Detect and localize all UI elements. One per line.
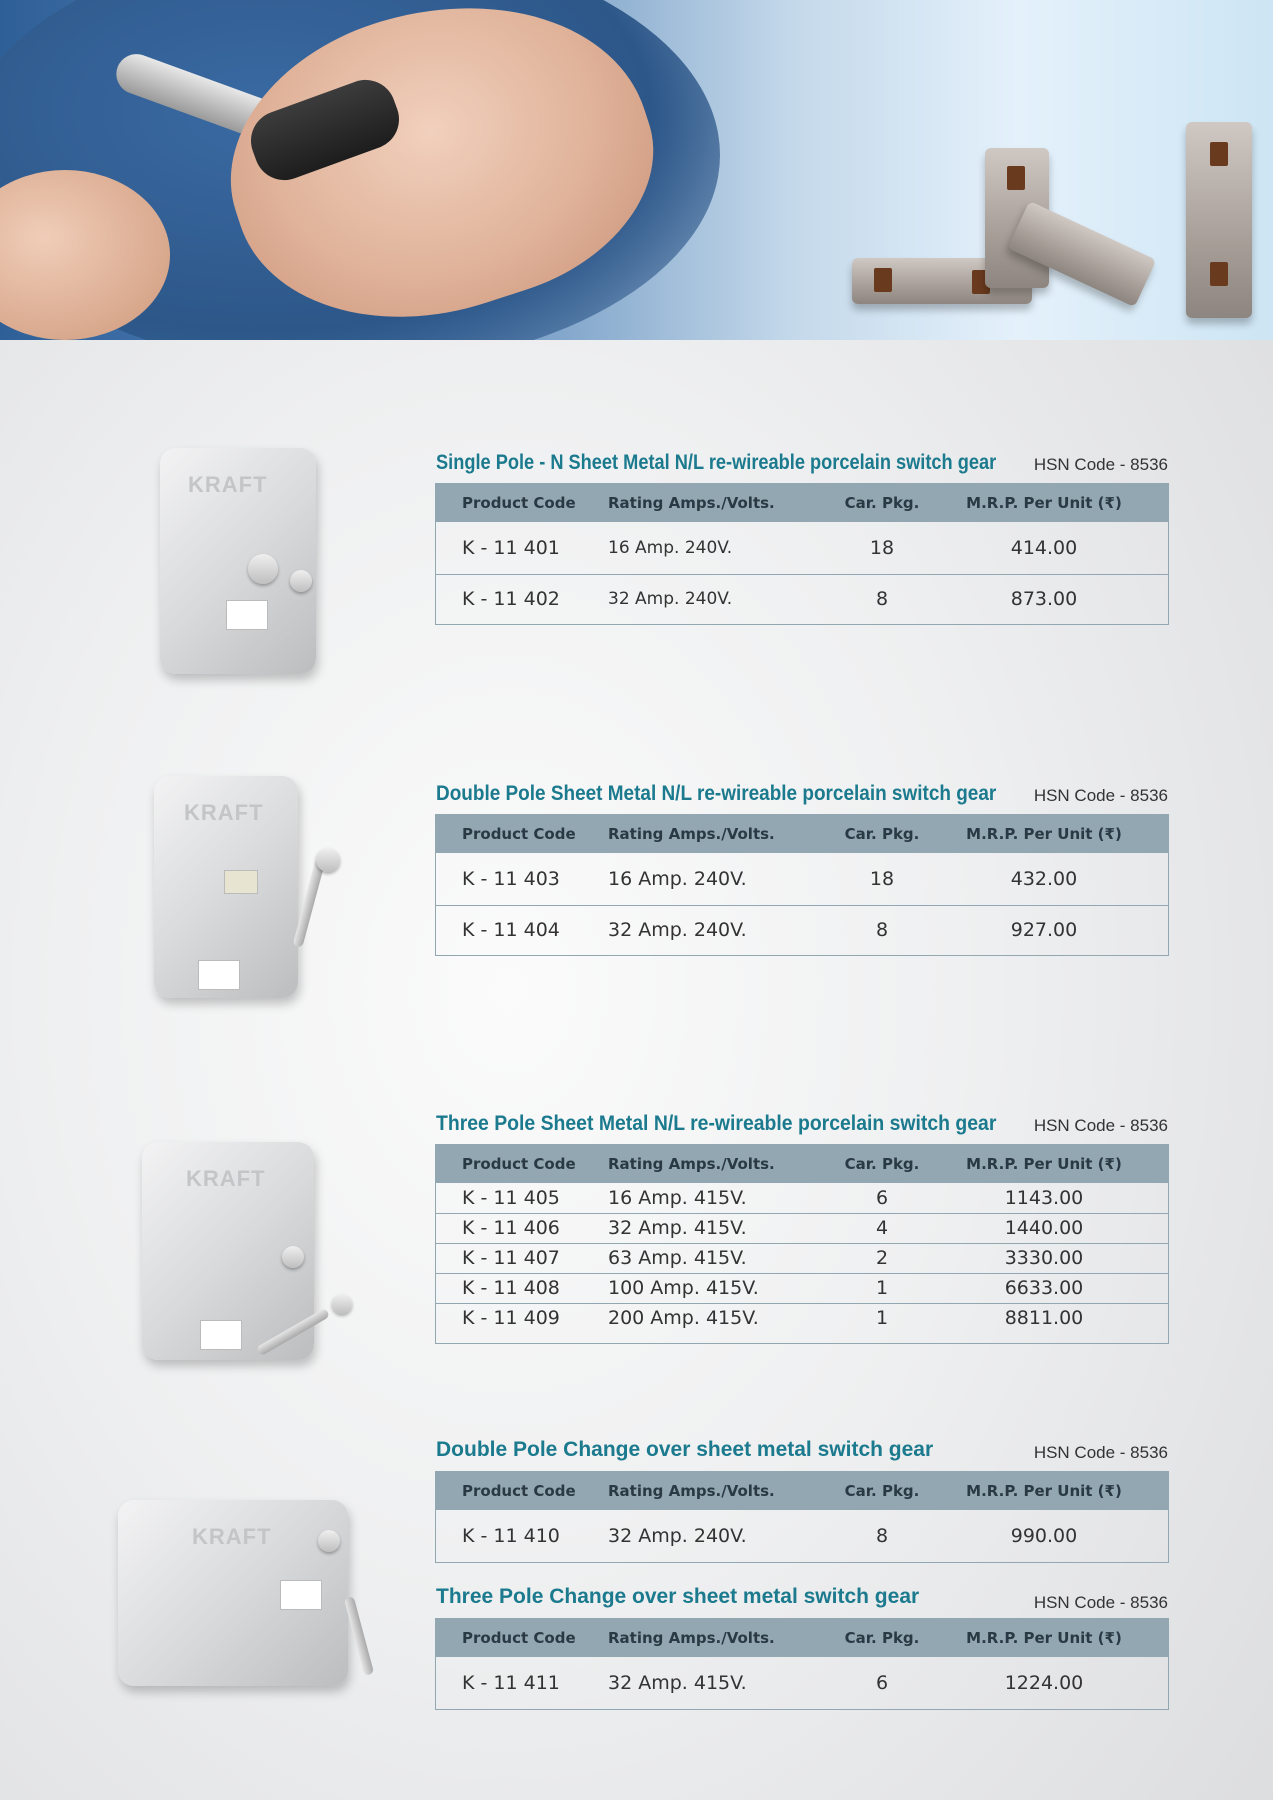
product-table-1 bbox=[436, 484, 1168, 624]
cell-code: K - 11 406 bbox=[436, 1213, 608, 1243]
operating-lever bbox=[344, 1596, 374, 1676]
shaft-knob bbox=[282, 1246, 304, 1268]
cell-mrp: 414.00 bbox=[1010, 536, 1078, 559]
cell-pkg: 2 bbox=[824, 1243, 960, 1273]
cell-code: K - 11 407 bbox=[436, 1243, 608, 1273]
cell-mrp: 6633.00 bbox=[960, 1273, 1168, 1303]
product-table-5 bbox=[436, 1619, 1168, 1709]
cell-code: K - 11 411 bbox=[462, 1672, 560, 1694]
product-title-5: Three Pole Change over sheet metal switch gear bbox=[436, 1585, 920, 1608]
brand-label bbox=[200, 1320, 242, 1350]
cell-code: K - 11 404 bbox=[436, 905, 608, 955]
header-car-pkg: Car. Pkg. bbox=[824, 1619, 960, 1657]
lever-knob bbox=[316, 848, 340, 872]
header-rating: Rating Amps./Volts. bbox=[608, 1145, 824, 1183]
cell-code: K - 11 410 bbox=[462, 1525, 560, 1547]
cell-rating: 63 Amp. 415V. bbox=[608, 1243, 824, 1273]
cell-code: K - 11 403 bbox=[462, 867, 560, 890]
header-mrp: M.R.P. Per Unit (₹) bbox=[960, 1619, 1168, 1657]
brand-embossing: KRAFT bbox=[186, 1166, 266, 1191]
product-title-2: Double Pole Sheet Metal N/L re-wireable porcelain switch gear bbox=[436, 782, 997, 805]
cell-rating: 32 Amp. 240V. bbox=[608, 1525, 747, 1547]
table-header-row bbox=[436, 484, 1168, 522]
cell-mrp: 8811.00 bbox=[960, 1303, 1168, 1343]
brand-label bbox=[226, 600, 268, 630]
cell-rating: 32 Amp. 415V. bbox=[608, 1672, 747, 1694]
table-header-row bbox=[436, 815, 1168, 853]
cell-pkg: 18 bbox=[869, 867, 895, 890]
operating-lever bbox=[256, 1308, 330, 1357]
header-mrp: M.R.P. Per Unit (₹) bbox=[960, 1472, 1168, 1510]
cell-mrp: 3330.00 bbox=[960, 1243, 1168, 1273]
product-photo-single-pole bbox=[160, 448, 316, 674]
table-row bbox=[436, 1183, 1168, 1213]
table-header-row bbox=[436, 1472, 1168, 1510]
hero-banner bbox=[0, 0, 1273, 340]
header-car-pkg: Car. Pkg. bbox=[824, 1472, 960, 1510]
table-row bbox=[436, 574, 1168, 624]
header-car-pkg: Car. Pkg. bbox=[824, 1145, 960, 1183]
header-rating: Rating Amps./Volts. bbox=[608, 1472, 824, 1510]
cell-mrp: 1224.00 bbox=[1004, 1672, 1084, 1694]
cell-pkg: 8 bbox=[824, 574, 960, 624]
header-product-code: Product Code bbox=[436, 1619, 608, 1657]
hsn-code-5: HSN Code - 8536 bbox=[1033, 1593, 1168, 1612]
operating-lever bbox=[293, 858, 326, 948]
hsn-code-2: HSN Code - 8536 bbox=[1033, 786, 1168, 805]
product-table-2 bbox=[436, 815, 1168, 955]
cell-rating: 32 Amp. 240V. bbox=[608, 574, 824, 624]
cell-pkg: 6 bbox=[875, 1672, 889, 1694]
cell-mrp: 432.00 bbox=[1010, 867, 1078, 890]
fuse-carrier-4 bbox=[1186, 122, 1252, 318]
cell-code: K - 11 409 bbox=[436, 1303, 608, 1343]
cell-code: K - 11 402 bbox=[436, 574, 608, 624]
cell-rating: 16 Amp. 240V. bbox=[608, 867, 747, 890]
cell-code: K - 11 408 bbox=[436, 1273, 608, 1303]
brand-embossing: KRAFT bbox=[192, 1524, 272, 1549]
table-header-row bbox=[436, 1145, 1168, 1183]
cell-code: K - 11 401 bbox=[462, 536, 560, 559]
product-photo-three-pole bbox=[142, 1142, 314, 1360]
header-mrp: M.R.P. Per Unit (₹) bbox=[960, 484, 1168, 522]
hsn-code-3: HSN Code - 8536 bbox=[1033, 1116, 1168, 1135]
header-rating: Rating Amps./Volts. bbox=[608, 1619, 824, 1657]
cell-pkg: 6 bbox=[875, 1186, 889, 1209]
brand-embossing: KRAFT bbox=[184, 800, 264, 825]
lever-knob bbox=[332, 1294, 352, 1314]
cell-mrp: 927.00 bbox=[960, 905, 1168, 955]
cell-rating: 16 Amp. 240V. bbox=[608, 537, 733, 558]
product-title-3: Three Pole Sheet Metal N/L re-wireable porcelain switch gear bbox=[436, 1112, 997, 1135]
product-table-3 bbox=[436, 1145, 1168, 1343]
cell-mrp: 873.00 bbox=[960, 574, 1168, 624]
handle-knob bbox=[290, 570, 312, 592]
product-title-4: Double Pole Change over sheet metal switch gear bbox=[436, 1438, 934, 1461]
cell-pkg: 8 bbox=[875, 1525, 889, 1547]
product-title-1: Single Pole - N Sheet Metal N/L re-wireable porcelain switch gear bbox=[436, 451, 997, 474]
cell-rating: 200 Amp. 415V. bbox=[608, 1303, 824, 1343]
knob bbox=[248, 554, 278, 584]
table-row bbox=[436, 1510, 1168, 1562]
header-mrp: M.R.P. Per Unit (₹) bbox=[960, 1145, 1168, 1183]
cell-pkg: 1 bbox=[824, 1273, 960, 1303]
cell-pkg: 4 bbox=[824, 1213, 960, 1243]
header-rating: Rating Amps./Volts. bbox=[608, 815, 824, 853]
header-product-code: Product Code bbox=[436, 1145, 608, 1183]
table-row bbox=[436, 1657, 1168, 1709]
cell-rating: 32 Amp. 240V. bbox=[608, 905, 824, 955]
cell-rating: 16 Amp. 415V. bbox=[608, 1186, 747, 1209]
cell-pkg: 1 bbox=[824, 1303, 960, 1343]
brand-embossing: KRAFT bbox=[188, 472, 268, 497]
table-row bbox=[436, 1243, 1168, 1273]
cell-pkg: 8 bbox=[824, 905, 960, 955]
product-photo-double-pole bbox=[154, 776, 298, 998]
table-header-row bbox=[436, 1619, 1168, 1657]
header-mrp: M.R.P. Per Unit (₹) bbox=[960, 815, 1168, 853]
cell-pkg: 18 bbox=[869, 536, 895, 559]
header-car-pkg: Car. Pkg. bbox=[824, 484, 960, 522]
shaft-knob bbox=[318, 1530, 340, 1552]
product-photo-change-over bbox=[118, 1500, 348, 1686]
table-row bbox=[436, 1213, 1168, 1243]
cell-code: K - 11 405 bbox=[462, 1186, 560, 1209]
brand-label bbox=[198, 960, 240, 990]
hsn-code-4: HSN Code - 8536 bbox=[1033, 1443, 1168, 1462]
header-car-pkg: Car. Pkg. bbox=[824, 815, 960, 853]
header-product-code: Product Code bbox=[436, 815, 608, 853]
brand-label bbox=[280, 1580, 322, 1610]
switch-slot bbox=[224, 870, 258, 894]
header-product-code: Product Code bbox=[436, 484, 608, 522]
cell-mrp: 1143.00 bbox=[1004, 1186, 1084, 1209]
table-row bbox=[436, 905, 1168, 955]
header-product-code: Product Code bbox=[436, 1472, 608, 1510]
cell-rating: 100 Amp. 415V. bbox=[608, 1273, 824, 1303]
cell-rating: 32 Amp. 415V. bbox=[608, 1213, 824, 1243]
hsn-code-1: HSN Code - 8536 bbox=[1033, 455, 1168, 474]
table-row bbox=[436, 1303, 1168, 1343]
table-row bbox=[436, 853, 1168, 905]
header-rating: Rating Amps./Volts. bbox=[608, 484, 824, 522]
product-table-4 bbox=[436, 1472, 1168, 1562]
table-row bbox=[436, 1273, 1168, 1303]
cell-mrp: 990.00 bbox=[1010, 1525, 1078, 1547]
table-row bbox=[436, 522, 1168, 574]
cell-mrp: 1440.00 bbox=[960, 1213, 1168, 1243]
